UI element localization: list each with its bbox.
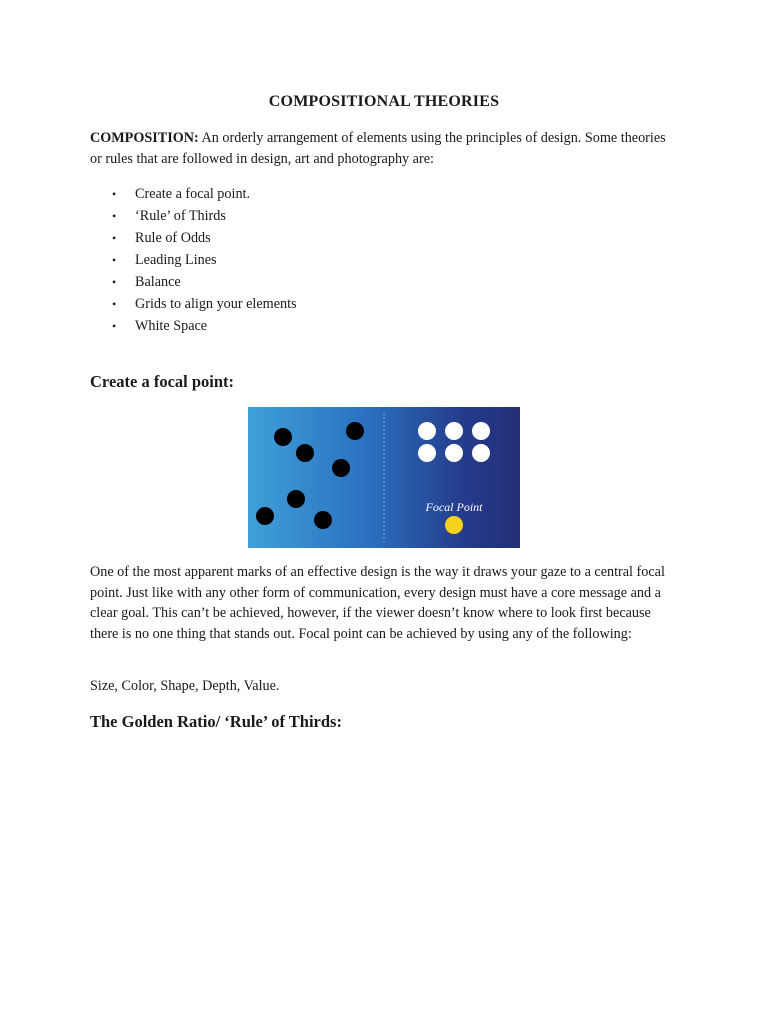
list-item [90, 227, 297, 249]
scattered-dots [256, 422, 364, 529]
black-dot [256, 507, 274, 525]
bullet-icon: • [112, 253, 117, 267]
black-dot [332, 459, 350, 477]
list-item-text: Rule of Odds [135, 230, 211, 246]
list-item-text: Grids to align your elements [135, 296, 297, 312]
composition-term: COMPOSITION: [90, 130, 199, 146]
aligned-dots [418, 422, 490, 462]
bullet-icon: • [112, 275, 117, 289]
bullet-icon: • [112, 319, 117, 333]
focal-point-dot [445, 516, 463, 534]
list-item-text: Create a focal point. [135, 186, 251, 202]
list-item [90, 271, 297, 293]
black-dot [274, 428, 292, 446]
white-dot [472, 444, 490, 462]
list-item-text: Leading Lines [135, 252, 217, 268]
bullet-icon: • [112, 297, 117, 311]
white-dot [445, 444, 463, 462]
focal-point-graphic [248, 407, 520, 548]
focal-point-methods: Size, Color, Shape, Depth, Value. [90, 678, 280, 694]
white-dot [418, 422, 436, 440]
focal-point-paragraph: One of the most apparent marks of an effective design is the way it draws your gaze to a central focal point. Just like with any other form of communication, every design must have a core message and a clear goal. This can’t be achieved, however, if the viewer doesn’t know where to look first because there is no one thing that stands out. Focal point can be achieved by using any of the following: [90, 564, 665, 642]
list-item [90, 293, 297, 315]
document-title: COMPOSITIONAL THEORIES [268, 93, 500, 110]
list-item-text: Balance [135, 274, 181, 290]
composition-definition: An orderly arrangement of elements using the principles of design. Some theories or rules that are followed in design, art and photography are: [90, 130, 666, 167]
list-item [90, 205, 297, 227]
bullet-icon: • [112, 231, 117, 245]
focal-point-caption: Focal Point [425, 500, 483, 514]
list-item [90, 183, 297, 205]
bullet-icon: • [112, 209, 117, 223]
black-dot [296, 444, 314, 462]
list-item [90, 315, 297, 337]
theories-list [90, 183, 297, 337]
section-heading-golden-ratio: The Golden Ratio/ ‘Rule’ of Thirds: [90, 712, 342, 731]
section-heading-focal-point: Create a focal point: [90, 372, 235, 391]
list-item [90, 249, 297, 271]
bullet-icon: • [112, 187, 117, 201]
black-dot [314, 511, 332, 529]
intro-paragraph [90, 128, 680, 170]
white-dot [472, 422, 490, 440]
black-dot [346, 422, 364, 440]
white-dot [418, 444, 436, 462]
black-dot [287, 490, 305, 508]
focal-point-illustration [248, 407, 520, 548]
list-item-text: ‘Rule’ of Thirds [135, 208, 226, 224]
list-item-text: White Space [135, 318, 208, 334]
white-dot [445, 422, 463, 440]
